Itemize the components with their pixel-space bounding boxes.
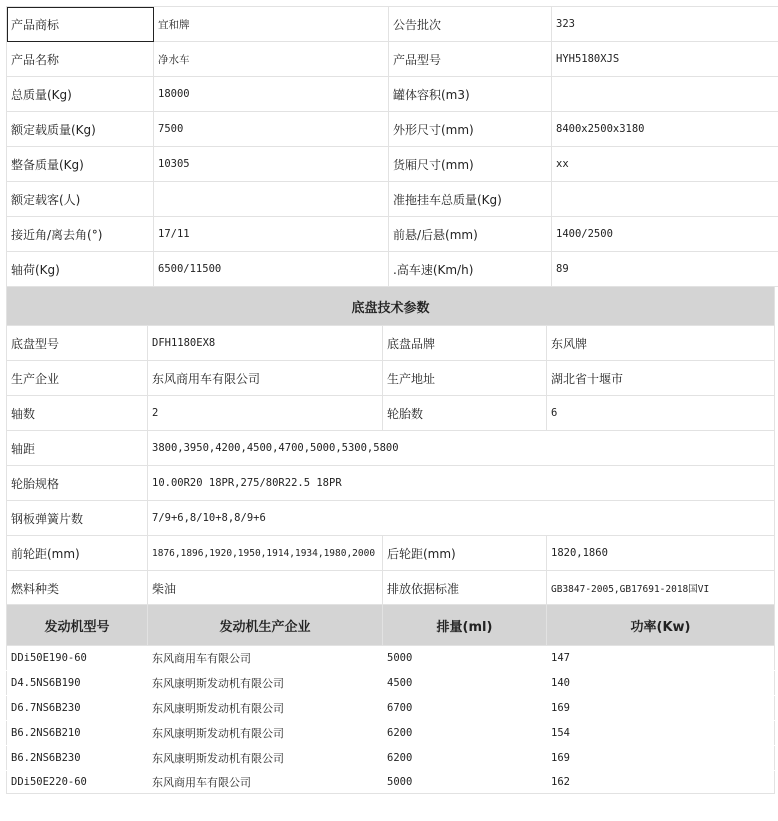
- spring-label: 钢板弹簧片数: [7, 501, 148, 536]
- displacement-cell: 6200: [383, 721, 547, 746]
- table-row: [7, 501, 775, 536]
- product-params-table: [6, 6, 778, 287]
- label-cell: 准拖挂车总质量(Kg): [389, 182, 552, 217]
- table-row: [7, 252, 778, 287]
- value-cell: [154, 182, 389, 217]
- value-cell: 17/11: [154, 217, 389, 252]
- value-cell: 89: [552, 252, 778, 287]
- address-value: 湖北省十堰市: [547, 361, 775, 396]
- axles-value: 2: [148, 396, 383, 431]
- front-track-value: 1876,1896,1920,1950,1914,1934,1980,2000: [148, 536, 383, 571]
- engine-maker-cell: 东风康明斯发动机有限公司: [148, 671, 383, 696]
- engine-maker-cell: 东风康明斯发动机有限公司: [148, 696, 383, 721]
- label-cell: 产品商标: [7, 7, 154, 42]
- section-header: 底盘技术参数: [7, 287, 775, 326]
- value-cell: 宜和牌: [154, 7, 389, 42]
- value-cell: 6500/11500: [154, 252, 389, 287]
- power-cell: 140: [547, 671, 775, 696]
- engine-maker-cell: 东风商用车有限公司: [148, 771, 383, 794]
- maker-value: 东风商用车有限公司: [148, 361, 383, 396]
- table-row: [7, 466, 775, 501]
- label-cell: 额定载质量(Kg): [7, 112, 154, 147]
- value-cell: 净水车: [154, 42, 389, 77]
- axles-label: 轴数: [7, 396, 148, 431]
- table-row: [7, 7, 778, 42]
- power-cell: 162: [547, 771, 775, 794]
- power-cell: 169: [547, 746, 775, 771]
- chassis-brand-value: 东风牌: [547, 326, 775, 361]
- displacement-cell: 6200: [383, 746, 547, 771]
- value-cell: xx: [552, 147, 778, 182]
- table-header-row: [7, 605, 775, 646]
- engine-model-cell: D6.7NS6B230: [7, 696, 148, 721]
- value-cell: 7500: [154, 112, 389, 147]
- table-row: [7, 77, 778, 112]
- label-cell: 前悬/后悬(mm): [389, 217, 552, 252]
- wheelbase-label: 轴距: [7, 431, 148, 466]
- table-row: [7, 721, 775, 746]
- table-row: [7, 217, 778, 252]
- engine-model-cell: D4.5NS6B190: [7, 671, 148, 696]
- label-cell: 产品名称: [7, 42, 154, 77]
- engine-maker-cell: 东风商用车有限公司: [148, 646, 383, 671]
- table-row: [7, 396, 775, 431]
- value-cell: [552, 77, 778, 112]
- wheelbase-value: 3800,3950,4200,4500,4700,5000,5300,5800: [148, 431, 775, 466]
- emission-label: 排放依据标准: [383, 571, 547, 606]
- displacement-cell: 5000: [383, 646, 547, 671]
- displacement-cell: 5000: [383, 771, 547, 794]
- label-cell: 货厢尺寸(mm): [389, 147, 552, 182]
- value-cell: [552, 182, 778, 217]
- maker-label: 生产企业: [7, 361, 148, 396]
- label-cell: 接近角/离去角(°): [7, 217, 154, 252]
- front-track-label: 前轮距(mm): [7, 536, 148, 571]
- table-row: [7, 671, 775, 696]
- column-header: 功率(Kw): [547, 605, 775, 646]
- table-row: [7, 746, 775, 771]
- column-header: 发动机生产企业: [148, 605, 383, 646]
- table-row: [7, 536, 775, 571]
- engine-model-cell: DDi50E220-60: [7, 771, 148, 794]
- emission-value: GB3847-2005,GB17691-2018国VI: [547, 571, 775, 606]
- value-cell: 10305: [154, 147, 389, 182]
- tire-spec-value: 10.00R20 18PR,275/80R22.5 18PR: [148, 466, 775, 501]
- label-cell: 产品型号: [389, 42, 552, 77]
- chassis-params-table: [6, 286, 775, 606]
- displacement-cell: 4500: [383, 671, 547, 696]
- value-cell: HYH5180XJS: [552, 42, 778, 77]
- table-row: [7, 182, 778, 217]
- table-row: [7, 361, 775, 396]
- chassis-brand-label: 底盘品牌: [383, 326, 547, 361]
- label-cell: 罐体容积(m3): [389, 77, 552, 112]
- tire-spec-label: 轮胎规格: [7, 466, 148, 501]
- value-cell: 1400/2500: [552, 217, 778, 252]
- engine-model-cell: DDi50E190-60: [7, 646, 148, 671]
- power-cell: 169: [547, 696, 775, 721]
- column-header: 排量(ml): [383, 605, 547, 646]
- fuel-label: 燃料种类: [7, 571, 148, 606]
- address-label: 生产地址: [383, 361, 547, 396]
- displacement-cell: 6700: [383, 696, 547, 721]
- label-cell: 公告批次: [389, 7, 552, 42]
- fuel-value: 柴油: [148, 571, 383, 606]
- tires-value: 6: [547, 396, 775, 431]
- table-row: [7, 771, 775, 794]
- label-cell: 轴荷(Kg): [7, 252, 154, 287]
- label-cell: 整备质量(Kg): [7, 147, 154, 182]
- chassis-model-label: 底盘型号: [7, 326, 148, 361]
- spring-value: 7/9+6,8/10+8,8/9+6: [148, 501, 775, 536]
- rear-track-label: 后轮距(mm): [383, 536, 547, 571]
- table-row: [7, 112, 778, 147]
- table-row: [7, 646, 775, 671]
- value-cell: 18000: [154, 77, 389, 112]
- value-cell: 323: [552, 7, 778, 42]
- power-cell: 154: [547, 721, 775, 746]
- label-cell: 总质量(Kg): [7, 77, 154, 112]
- table-row: [7, 431, 775, 466]
- table-row: [7, 326, 775, 361]
- rear-track-value: 1820,1860: [547, 536, 775, 571]
- table-row: [7, 696, 775, 721]
- engine-model-cell: B6.2NS6B210: [7, 721, 148, 746]
- column-header: 发动机型号: [7, 605, 148, 646]
- value-cell: 8400x2500x3180: [552, 112, 778, 147]
- table-row: [7, 571, 775, 606]
- table-row: [7, 147, 778, 182]
- engine-model-cell: B6.2NS6B230: [7, 746, 148, 771]
- table-row: [7, 42, 778, 77]
- engine-maker-cell: 东风康明斯发动机有限公司: [148, 721, 383, 746]
- label-cell: .高车速(Km/h): [389, 252, 552, 287]
- engine-maker-cell: 东风康明斯发动机有限公司: [148, 746, 383, 771]
- power-cell: 147: [547, 646, 775, 671]
- chassis-model-value: DFH1180EX8: [148, 326, 383, 361]
- engine-table: [6, 604, 775, 794]
- tires-label: 轮胎数: [383, 396, 547, 431]
- label-cell: 额定载客(人): [7, 182, 154, 217]
- label-cell: 外形尺寸(mm): [389, 112, 552, 147]
